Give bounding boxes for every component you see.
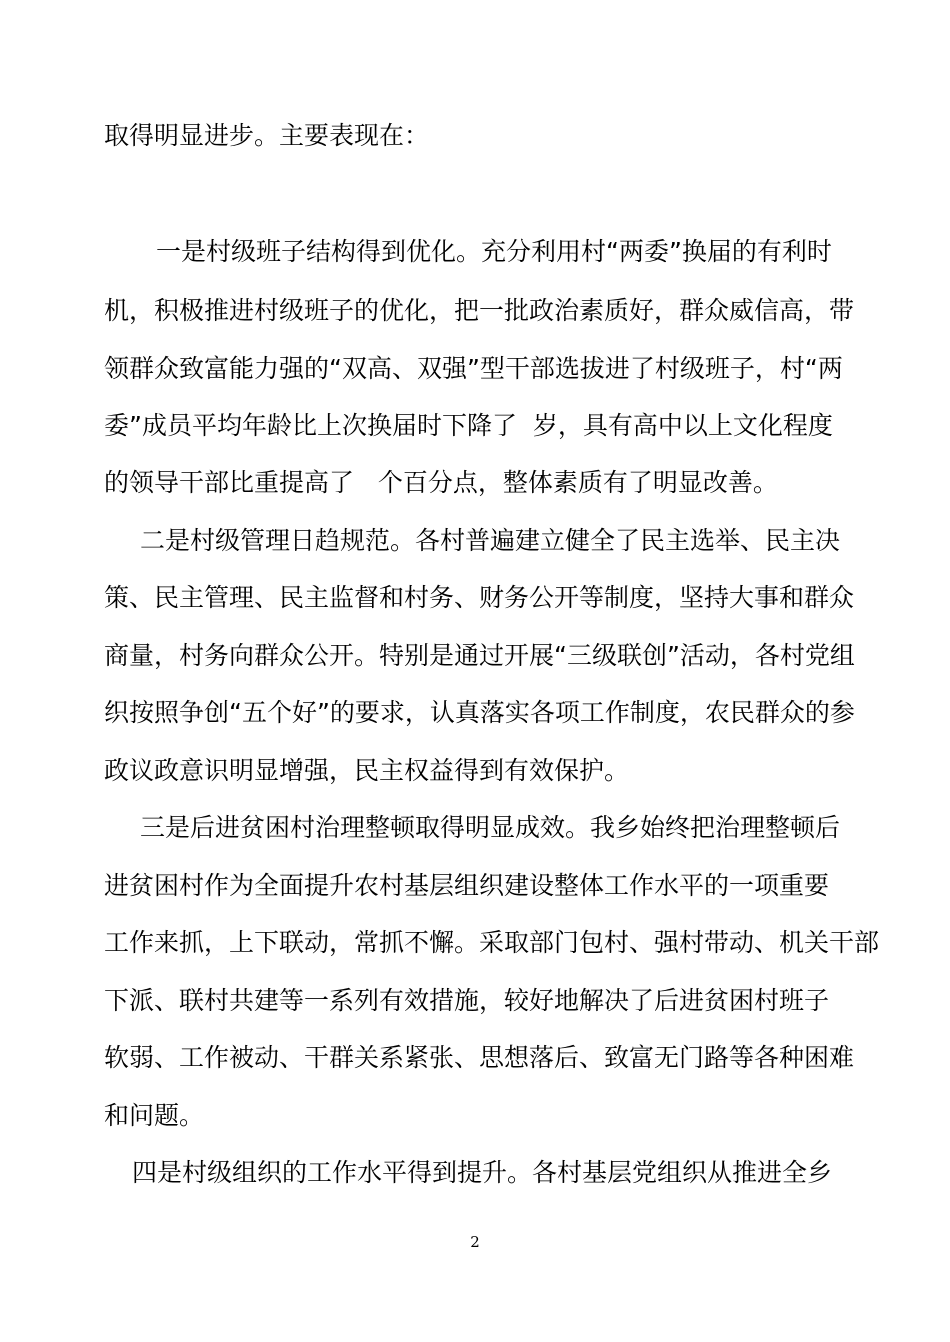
text-line-10: 织按照争创“五个好”的要求，认真落实各项工作制度，农民群众的参 [104,698,855,727]
text-line-3: 机，积极推进村级班子的优化，把一批政治素质好，群众威信高，带 [104,296,855,325]
text-line-15: 下派、联村共建等一系列有效措施，较好地解决了后进贫困村班子 [104,986,830,1015]
text-line-12: 三是后进贫困村治理整顿取得明显成效。我乡始终把治理整顿后 [140,813,841,842]
text-line-7: 二是村级管理日趋规范。各村普遍建立健全了民主选举、民主决 [140,526,841,555]
text-line-16: 软弱、工作被动、干群关系紧张、思想落后、致富无门路等各种困难 [104,1043,855,1072]
page-number: 2 [470,1233,480,1251]
text-line-8: 策、民主管理、民主监督和村务、财务公开等制度，坚持大事和群众 [104,583,855,612]
text-line-9: 商量，村务向群众公开。特别是通过开展“三级联创”活动，各村党组 [104,641,855,670]
text-line-13: 进贫困村作为全面提升农村基层组织建设整体工作水平的一项重要 [104,871,830,900]
text-line-6: 的领导干部比重提高了 个百分点，整体素质有了明显改善。 [104,468,778,497]
text-line-14: 工作来抓，上下联动，常抓不懈。采取部门包村、强村带动、机关干部 [104,928,880,957]
text-line-18: 四是村级组织的工作水平得到提升。各村基层党组织从推进全乡 [132,1158,833,1187]
text-line-4: 领群众致富能力强的“双高、双强”型干部选拔进了村级班子，村“两 [104,354,843,383]
text-line-5: 委”成员平均年龄比上次换届时下降了 岁，具有高中以上文化程度 [104,411,833,440]
text-line-17: 和问题。 [104,1101,205,1130]
text-line-2: 一是村级班子结构得到优化。充分利用村“两委”换届的有利时 [156,237,832,266]
text-line-11: 政议政意识明显增强，民主权益得到有效保护。 [104,756,630,785]
text-line-1: 取得明显进步。主要表现在： [104,121,430,150]
